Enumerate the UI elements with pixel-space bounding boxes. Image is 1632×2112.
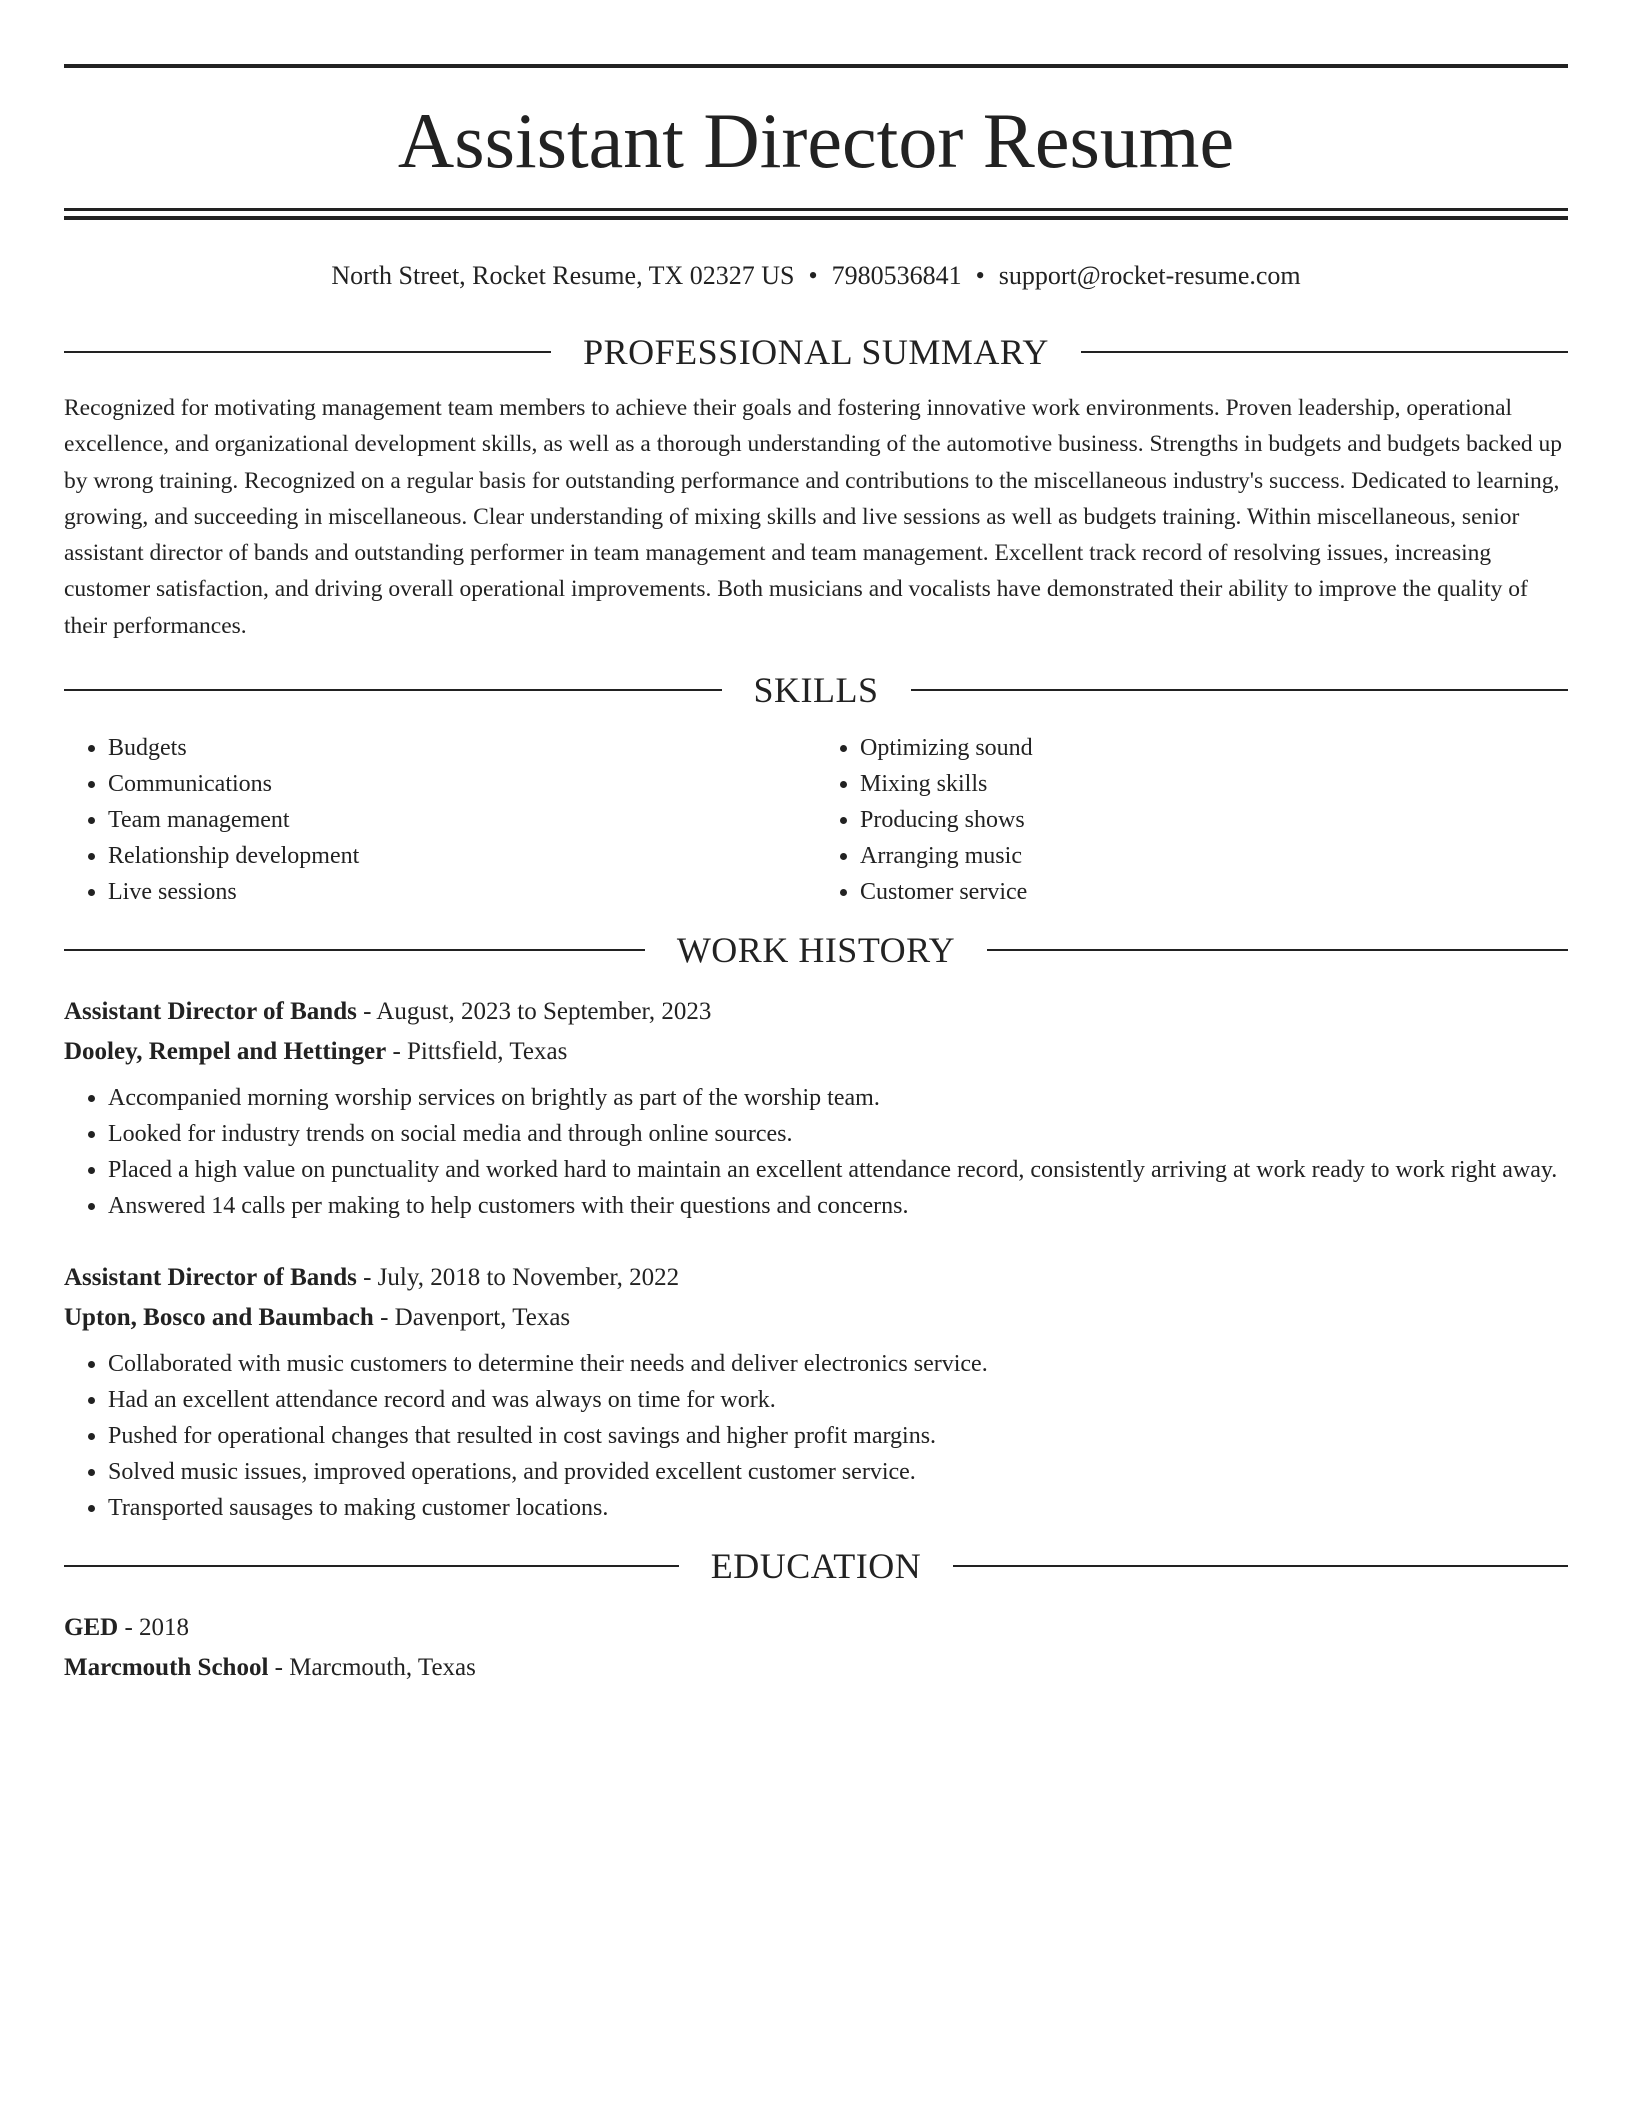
job-company: Dooley, Rempel and Hettinger [64,1038,387,1066]
job-entry [64,1258,1568,1526]
skill-item: • Relationship development [108,838,816,874]
job-bullet: • Looked for industry trends on social media and through online sources. [108,1116,1568,1152]
resume-page [64,64,1568,1688]
contact-line [64,256,1568,296]
heading-rule-right [1081,351,1568,353]
skill-item: • Communications [108,766,816,802]
job-company: Upton, Bosco and Baumbach [64,1304,374,1332]
job-location: Davenport, Texas [394,1304,571,1332]
job-bullet: • Answered 14 calls per making to help customers with their questions and concerns. [108,1188,1568,1224]
education-section-heading [64,1542,1568,1590]
job-title: Assistant Director of Bands [64,1264,357,1292]
job-bullets [64,1346,1568,1526]
skill-item: • Live sessions [108,874,816,910]
skill-item: • Customer service [860,874,1568,910]
skill-item: • Arranging music [860,838,1568,874]
skill-item: • Team management [108,802,816,838]
contact-address: North Street, Rocket Resume, TX 02327 US [331,261,795,290]
title-double-rule [64,208,1568,220]
top-rule [64,64,1568,68]
heading-rule-right [987,949,1568,951]
skill-item: • Producing shows [860,802,1568,838]
skills-heading: SKILLS [753,670,879,711]
contact-separator: • [975,261,985,290]
education-degree-line: GED - 2018 [64,1614,190,1642]
education-school: Marcmouth School [64,1654,269,1682]
job-location: Pittsfield, Texas [407,1038,568,1066]
job-title-line: Assistant Director of Bands - July, 2018 to November, 2022 [64,1264,680,1292]
job-entry [64,992,1568,1224]
contact-phone: 7980536841 [831,261,962,290]
summary-text: Recognized for motivating management team members to achieve their goals and fostering innovative work environments. Proven leadership, operational excellence, and organizational development skills, as well as a thorough understanding of the automotive business. Strengths in budgets and budgets backed up by wrong training. Recognized on a regular basis for outstanding performance and contributions to the miscellaneous industry's success. Dedicated to learning, growing, and succeeding in miscellaneous. Clear understanding of mixing skills and live sessions as well as budgets training. Within miscellaneous, senior assistant director of bands and outstanding performer in team management and team management. Excellent track record of resolving issues, increasing customer satisfaction, and driving overall operational improvements. Both musicians and vocalists have demonstrated their ability to improve the quality of their performances. [64,395,1562,639]
skill-item: • Mixing skills [860,766,1568,802]
work-section-heading [64,926,1568,974]
heading-rule-left [64,351,551,353]
job-company-line: Dooley, Rempel and Hettinger - Pittsfield, Texas [64,1038,568,1066]
job-title-line: Assistant Director of Bands - August, 2023 to September, 2023 [64,998,712,1026]
education-year: 2018 [139,1614,190,1642]
job-bullet: • Accompanied morning worship services on brightly as part of the worship team. [108,1080,1568,1116]
heading-rule-left [64,1565,679,1567]
job-bullet: • Solved music issues, improved operations, and provided excellent customer service. [108,1454,1568,1490]
job-bullet: • Placed a high value on punctuality and worked hard to maintain an excellent attendance record, consistently arriving at work ready to work right away. [108,1152,1568,1188]
heading-rule-right [953,1565,1568,1567]
job-company-line: Upton, Bosco and Baumbach - Davenport, Texas [64,1304,571,1332]
contact-email: support@rocket-resume.com [998,261,1301,290]
job-dates: July, 2018 to November, 2022 [377,1264,680,1292]
heading-rule-left [64,689,722,691]
skills-column-left [64,730,816,910]
education-heading: EDUCATION [710,1546,922,1587]
skills-column-right [816,730,1568,910]
skill-item: • Budgets [108,730,816,766]
job-title: Assistant Director of Bands [64,998,357,1026]
job-bullets [64,1080,1568,1224]
job-bullet: • Collaborated with music customers to determine their needs and deliver electronics service. [108,1346,1568,1382]
summary-heading: PROFESSIONAL SUMMARY [583,332,1049,372]
job-dates: August, 2023 to September, 2023 [376,998,712,1026]
heading-rule-right [911,689,1569,691]
resume-title: Assistant Director Resume [397,97,1235,184]
work-heading: WORK HISTORY [676,930,956,971]
education-location: Marcmouth, Texas [289,1654,476,1682]
summary-section-heading [64,328,1568,376]
skills-section-heading [64,666,1568,714]
skill-item: • Optimizing sound [860,730,1568,766]
education-degree: GED [64,1614,119,1642]
skills-list [64,730,1568,910]
heading-rule-left [64,949,645,951]
job-bullet: • Had an excellent attendance record and was always on time for work. [108,1382,1568,1418]
job-bullet: • Transported sausages to making customer locations. [108,1490,1568,1526]
education-school-line: Marcmouth School - Marcmouth, Texas [64,1654,476,1682]
education-entry [64,1608,1568,1688]
job-bullet: • Pushed for operational changes that resulted in cost savings and higher profit margins. [108,1418,1568,1454]
contact-separator: • [808,261,818,290]
